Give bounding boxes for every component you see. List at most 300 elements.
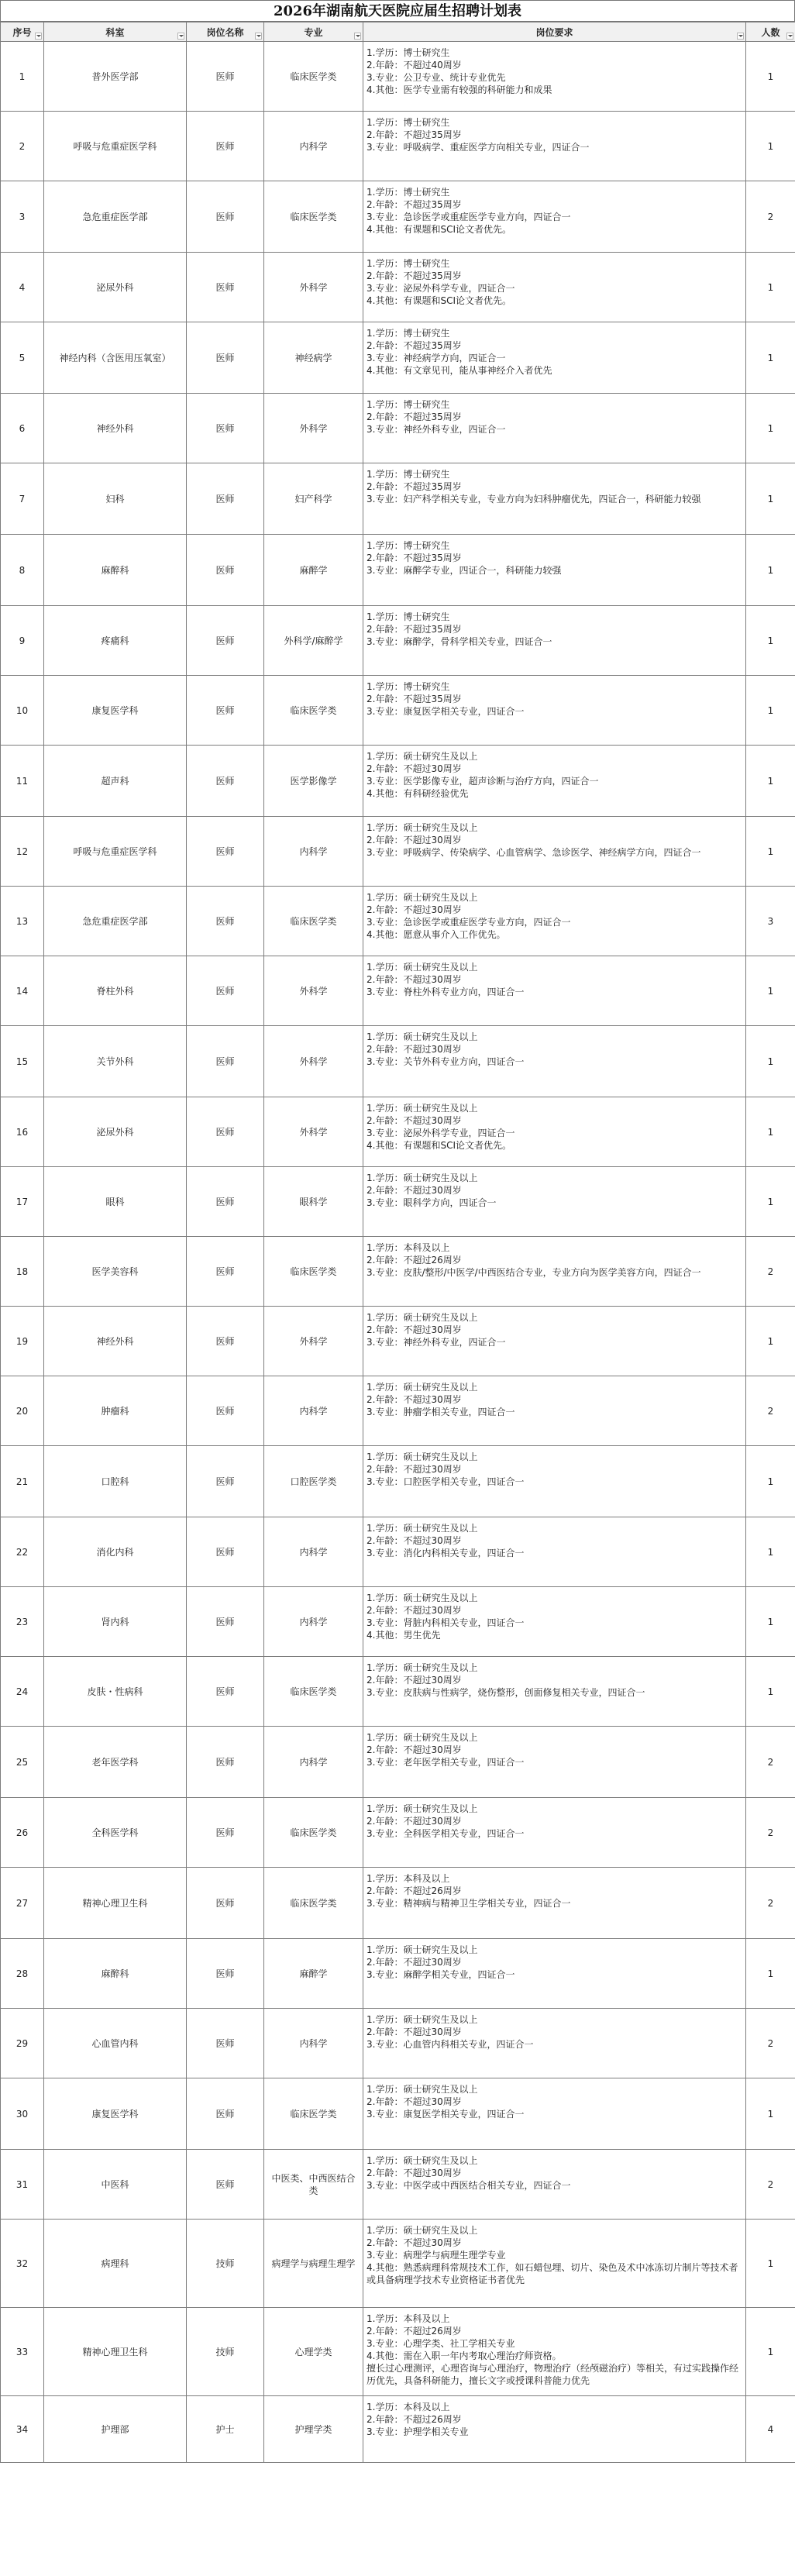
cell-count[interactable]: 2 <box>746 2150 795 2220</box>
requirement-line: 1.学历：硕士研究生及以上 <box>367 892 478 903</box>
cell-dept[interactable]: 康复医学科 <box>44 2078 187 2150</box>
requirement-line: 2.年龄：不超过30周岁 <box>367 2096 462 2107</box>
table-row <box>1 1657 795 1727</box>
header-label: 序号 <box>12 26 32 38</box>
cell-major[interactable]: 临床医学类 <box>264 676 363 746</box>
requirement-line: 2.年龄：不超过30周岁 <box>367 763 462 774</box>
cell-requirements[interactable] <box>363 1657 746 1727</box>
requirement-line: 3.专业：妇产科学相关专业，专业方向为妇科肿瘤优先，四证合一，科研能力较强 <box>367 494 701 505</box>
requirement-line: 3.专业：口腔医学相关专业，四证合一 <box>367 1476 525 1487</box>
cell-position[interactable]: 医师 <box>187 2150 264 2220</box>
cell-dept[interactable]: 急危重症医学部 <box>44 887 187 956</box>
cell-requirements[interactable] <box>363 746 746 817</box>
cell-dept[interactable]: 精神心理卫生科 <box>44 2308 187 2396</box>
requirement-line: 2.年龄：不超过35周岁 <box>367 412 462 422</box>
table-row <box>1 956 795 1026</box>
cell-position[interactable]: 医师 <box>187 1587 264 1657</box>
table-row <box>1 817 795 887</box>
header-position[interactable] <box>187 22 264 42</box>
cell-no[interactable]: 23 <box>1 1587 44 1657</box>
requirement-line: 1.学历：硕士研究生及以上 <box>367 2225 478 2236</box>
cell-requirements[interactable] <box>363 1026 746 1097</box>
cell-major[interactable]: 内科学 <box>264 1517 363 1587</box>
cell-dept[interactable]: 麻醉科 <box>44 535 187 606</box>
requirement-line: 2.年龄：不超过30周岁 <box>367 2237 462 2248</box>
requirement-line: 1.学历：本科及以上 <box>367 1873 450 1884</box>
table-row <box>1 1798 795 1868</box>
cell-no[interactable]: 15 <box>1 1026 44 1097</box>
requirement-line: 3.专业：急诊医学或重症医学专业方向，四证合一 <box>367 212 571 222</box>
cell-no[interactable]: 11 <box>1 746 44 817</box>
header-major[interactable] <box>264 22 363 42</box>
table-row <box>1 42 795 112</box>
cell-major[interactable]: 内科学 <box>264 1727 363 1798</box>
cell-no[interactable]: 8 <box>1 535 44 606</box>
cell-requirements[interactable] <box>363 817 746 887</box>
cell-count[interactable]: 3 <box>746 887 795 956</box>
cell-requirements[interactable] <box>363 112 746 181</box>
cell-major[interactable]: 临床医学类 <box>264 887 363 956</box>
cell-no[interactable]: 1 <box>1 42 44 112</box>
cell-no[interactable]: 18 <box>1 1237 44 1307</box>
header-dept[interactable] <box>44 22 187 42</box>
requirement-line: 2.年龄：不超过26周岁 <box>367 2326 462 2337</box>
requirement-line: 1.学历：博士研究生 <box>367 117 450 128</box>
cell-no[interactable]: 5 <box>1 322 44 394</box>
requirement-line: 1.学历：硕士研究生及以上 <box>367 1732 478 1743</box>
cell-position[interactable]: 医师 <box>187 463 264 535</box>
requirement-line: 1.学历：硕士研究生及以上 <box>367 822 478 833</box>
requirement-line: 3.专业：泌尿外科学专业，四证合一 <box>367 283 515 294</box>
cell-no[interactable]: 7 <box>1 463 44 535</box>
cell-dept[interactable]: 急危重症医学部 <box>44 181 187 253</box>
cell-position[interactable]: 医师 <box>187 2078 264 2150</box>
cell-requirements[interactable] <box>363 2308 746 2396</box>
cell-requirements[interactable] <box>363 1446 746 1517</box>
cell-count[interactable]: 1 <box>746 1026 795 1097</box>
cell-major[interactable]: 临床医学类 <box>264 1237 363 1307</box>
cell-major[interactable]: 外科学 <box>264 1307 363 1376</box>
cell-major[interactable]: 外科学 <box>264 253 363 322</box>
cell-count[interactable]: 2 <box>746 181 795 253</box>
table-row <box>1 1376 795 1446</box>
cell-no[interactable]: 27 <box>1 1868 44 1939</box>
cell-no[interactable]: 32 <box>1 2220 44 2308</box>
filter-dropdown-icon[interactable] <box>737 33 744 40</box>
cell-major[interactable]: 外科学 <box>264 394 363 463</box>
cell-count[interactable]: 1 <box>746 1517 795 1587</box>
cell-no[interactable]: 2 <box>1 112 44 181</box>
cell-count[interactable]: 1 <box>746 394 795 463</box>
table-row <box>1 1097 795 1167</box>
requirement-line: 1.学历：本科及以上 <box>367 2402 450 2412</box>
cell-count[interactable]: 1 <box>746 1657 795 1727</box>
cell-dept[interactable]: 疼痛科 <box>44 606 187 676</box>
requirement-line: 3.专业：呼吸病学、传染病学、心血管病学、急诊医学、神经病学方向，四证合一 <box>367 847 701 858</box>
cell-count[interactable]: 1 <box>746 1307 795 1376</box>
cell-dept[interactable]: 关节外科 <box>44 1026 187 1097</box>
cell-count[interactable]: 1 <box>746 42 795 112</box>
cell-no[interactable]: 19 <box>1 1307 44 1376</box>
requirement-line: 1.学历：硕士研究生及以上 <box>367 1662 478 1673</box>
cell-major[interactable]: 内科学 <box>264 112 363 181</box>
requirement-line: 1.学历：硕士研究生及以上 <box>367 1173 478 1183</box>
cell-dept[interactable]: 医学美容科 <box>44 1237 187 1307</box>
cell-position[interactable]: 医师 <box>187 1517 264 1587</box>
cell-no[interactable]: 9 <box>1 606 44 676</box>
cell-count[interactable]: 1 <box>746 535 795 606</box>
cell-requirements[interactable] <box>363 676 746 746</box>
requirement-line: 2.年龄：不超过26周岁 <box>367 1886 462 1896</box>
cell-major[interactable]: 内科学 <box>264 1376 363 1446</box>
requirement-line: 2.年龄：不超过35周岁 <box>367 553 462 563</box>
cell-major[interactable]: 护理学类 <box>264 2396 363 2463</box>
cell-position[interactable]: 医师 <box>187 1727 264 1798</box>
cell-no[interactable]: 34 <box>1 2396 44 2463</box>
cell-requirements[interactable] <box>363 2009 746 2078</box>
cell-dept[interactable]: 神经外科 <box>44 394 187 463</box>
cell-count[interactable]: 1 <box>746 606 795 676</box>
cell-position[interactable]: 医师 <box>187 394 264 463</box>
cell-count[interactable]: 1 <box>746 1446 795 1517</box>
requirement-line: 3.专业：康复医学相关专业，四证合一 <box>367 706 525 717</box>
requirement-line: 3.专业：康复医学相关专业，四证合一 <box>367 2109 525 2120</box>
cell-no[interactable]: 21 <box>1 1446 44 1517</box>
cell-requirements[interactable] <box>363 1587 746 1657</box>
table-body <box>1 42 795 2463</box>
requirement-line: 1.学历：硕士研究生及以上 <box>367 1523 478 1534</box>
cell-no[interactable]: 29 <box>1 2009 44 2078</box>
requirement-line: 3.专业：消化内科相关专业，四证合一 <box>367 1548 525 1558</box>
cell-requirements[interactable] <box>363 956 746 1026</box>
cell-position[interactable]: 医师 <box>187 535 264 606</box>
requirement-line: 1.学历：本科及以上 <box>367 2313 450 2324</box>
filter-dropdown-icon[interactable] <box>786 33 793 40</box>
cell-major[interactable]: 妇产科学 <box>264 463 363 535</box>
cell-count[interactable]: 1 <box>746 746 795 817</box>
cell-dept[interactable]: 神经外科 <box>44 1307 187 1376</box>
requirement-line: 3.专业：急诊医学或重症医学专业方向，四证合一 <box>367 917 571 928</box>
cell-position[interactable]: 医师 <box>187 1657 264 1727</box>
cell-requirements[interactable] <box>363 535 746 606</box>
cell-count[interactable]: 2 <box>746 1798 795 1868</box>
cell-count[interactable]: 1 <box>746 1167 795 1237</box>
requirement-line: 2.年龄：不超过30周岁 <box>367 1044 462 1055</box>
cell-dept[interactable]: 泌尿外科 <box>44 253 187 322</box>
cell-position[interactable]: 医师 <box>187 1446 264 1517</box>
table-row <box>1 112 795 181</box>
requirement-line: 3.专业：老年医学相关专业，四证合一 <box>367 1757 525 1768</box>
cell-requirements[interactable] <box>363 1237 746 1307</box>
cell-dept[interactable]: 肿瘤科 <box>44 1376 187 1446</box>
header-count[interactable] <box>746 22 795 42</box>
cell-count[interactable]: 4 <box>746 2396 795 2463</box>
cell-count[interactable]: 1 <box>746 463 795 535</box>
cell-requirements[interactable] <box>363 2078 746 2150</box>
cell-requirements[interactable] <box>363 1727 746 1798</box>
requirement-line: 2.年龄：不超过30周岁 <box>367 2168 462 2178</box>
cell-no[interactable]: 10 <box>1 676 44 746</box>
cell-major[interactable]: 临床医学类 <box>264 1657 363 1727</box>
cell-major[interactable]: 内科学 <box>264 1587 363 1657</box>
cell-position[interactable]: 医师 <box>187 746 264 817</box>
cell-no[interactable]: 12 <box>1 817 44 887</box>
cell-dept[interactable]: 口腔科 <box>44 1446 187 1517</box>
cell-position[interactable]: 医师 <box>187 817 264 887</box>
cell-no[interactable]: 24 <box>1 1657 44 1727</box>
cell-count[interactable]: 1 <box>746 1939 795 2009</box>
filter-dropdown-icon[interactable] <box>35 33 42 40</box>
requirement-line: 3.专业：神经病学方向，四证合一 <box>367 353 506 363</box>
cell-position[interactable]: 医师 <box>187 253 264 322</box>
cell-dept[interactable]: 泌尿外科 <box>44 1097 187 1167</box>
cell-position[interactable]: 技师 <box>187 2220 264 2308</box>
cell-dept[interactable]: 眼科 <box>44 1167 187 1237</box>
table-row <box>1 2220 795 2308</box>
requirement-line: 1.学历：硕士研究生及以上 <box>367 751 478 762</box>
requirement-line: 3.专业：呼吸病学、重症医学方向相关专业，四证合一 <box>367 142 590 153</box>
cell-dept[interactable]: 护理部 <box>44 2396 187 2463</box>
requirement-line: 1.学历：本科及以上 <box>367 1242 450 1253</box>
requirement-line: 3.专业：麻醉学专业，四证合一，科研能力较强 <box>367 565 562 576</box>
cell-major[interactable]: 临床医学类 <box>264 2078 363 2150</box>
cell-position[interactable]: 医师 <box>187 956 264 1026</box>
table-row <box>1 1939 795 2009</box>
cell-major[interactable]: 内科学 <box>264 2009 363 2078</box>
cell-no[interactable]: 17 <box>1 1167 44 1237</box>
cell-count[interactable]: 1 <box>746 956 795 1026</box>
cell-position[interactable]: 医师 <box>187 1307 264 1376</box>
cell-no[interactable]: 3 <box>1 181 44 253</box>
table-row <box>1 2396 795 2463</box>
cell-requirements[interactable] <box>363 1307 746 1376</box>
cell-no[interactable]: 13 <box>1 887 44 956</box>
requirement-line: 2.年龄：不超过26周岁 <box>367 2414 462 2425</box>
cell-position[interactable]: 医师 <box>187 322 264 394</box>
cell-major[interactable]: 医学影像学 <box>264 746 363 817</box>
requirement-line: 3.专业：医学影像专业，超声诊断与治疗方向，四证合一 <box>367 776 599 787</box>
cell-count[interactable]: 2 <box>746 1868 795 1939</box>
cell-requirements[interactable] <box>363 181 746 253</box>
cell-count[interactable]: 1 <box>746 817 795 887</box>
cell-major[interactable]: 麻醉学 <box>264 1939 363 2009</box>
cell-major[interactable]: 外科学 <box>264 1026 363 1097</box>
cell-major[interactable]: 眼科学 <box>264 1167 363 1237</box>
cell-count[interactable]: 1 <box>746 2308 795 2396</box>
table-row <box>1 1026 795 1097</box>
cell-major[interactable]: 神经病学 <box>264 322 363 394</box>
cell-dept[interactable]: 神经内科（含医用压氧室） <box>44 322 187 394</box>
cell-no[interactable]: 33 <box>1 2308 44 2396</box>
cell-major[interactable]: 外科学 <box>264 1097 363 1167</box>
cell-requirements[interactable] <box>363 1517 746 1587</box>
requirement-line: 2.年龄：不超过26周岁 <box>367 1255 462 1266</box>
table-row <box>1 746 795 817</box>
table-row <box>1 181 795 253</box>
table-row <box>1 1237 795 1307</box>
cell-count[interactable]: 1 <box>746 2078 795 2150</box>
cell-count[interactable]: 2 <box>746 1376 795 1446</box>
cell-position[interactable]: 医师 <box>187 1798 264 1868</box>
cell-count[interactable]: 1 <box>746 676 795 746</box>
cell-requirements[interactable] <box>363 394 746 463</box>
cell-position[interactable]: 医师 <box>187 1026 264 1097</box>
cell-major[interactable]: 临床医学类 <box>264 1868 363 1939</box>
requirement-line: 2.年龄：不超过40周岁 <box>367 60 462 71</box>
requirement-line: 4.其他：有课题和SCI论文者优先。 <box>367 1140 511 1151</box>
requirement-line: 1.学历：博士研究生 <box>367 469 450 480</box>
cell-requirements[interactable] <box>363 2220 746 2308</box>
cell-count[interactable]: 2 <box>746 1237 795 1307</box>
requirement-line: 4.其他：有课题和SCI论文者优先。 <box>367 295 511 306</box>
cell-position[interactable]: 医师 <box>187 676 264 746</box>
cell-major[interactable]: 临床医学类 <box>264 181 363 253</box>
cell-count[interactable]: 1 <box>746 1097 795 1167</box>
header-no[interactable] <box>1 22 44 42</box>
cell-no[interactable]: 14 <box>1 956 44 1026</box>
cell-requirements[interactable] <box>363 606 746 676</box>
cell-dept[interactable]: 精神心理卫生科 <box>44 1868 187 1939</box>
cell-major[interactable]: 中医类、中西医结合类 <box>264 2150 363 2220</box>
requirement-line: 2.年龄：不超过30周岁 <box>367 1957 462 1968</box>
cell-position[interactable]: 医师 <box>187 112 264 181</box>
cell-requirements[interactable] <box>363 1798 746 1868</box>
requirement-line: 2.年龄：不超过30周岁 <box>367 1185 462 1196</box>
cell-requirements[interactable] <box>363 2150 746 2220</box>
requirement-line: 3.专业：泌尿外科学专业，四证合一 <box>367 1128 515 1138</box>
cell-requirements[interactable] <box>363 1939 746 2009</box>
cell-position[interactable]: 技师 <box>187 2308 264 2396</box>
requirement-line: 3.专业：中医学或中西医结合相关专业，四证合一 <box>367 2180 571 2191</box>
cell-major[interactable]: 口腔医学类 <box>264 1446 363 1517</box>
cell-major[interactable]: 病理学与病理生理学 <box>264 2220 363 2308</box>
cell-count[interactable]: 1 <box>746 253 795 322</box>
cell-major[interactable]: 内科学 <box>264 817 363 887</box>
cell-position[interactable]: 医师 <box>187 606 264 676</box>
cell-requirements[interactable] <box>363 2396 746 2463</box>
cell-count[interactable]: 1 <box>746 112 795 181</box>
cell-no[interactable]: 26 <box>1 1798 44 1868</box>
cell-count[interactable]: 2 <box>746 2009 795 2078</box>
cell-dept[interactable]: 超声科 <box>44 746 187 817</box>
cell-count[interactable]: 1 <box>746 2220 795 2308</box>
cell-dept[interactable]: 脊柱外科 <box>44 956 187 1026</box>
cell-dept[interactable]: 麻醉科 <box>44 1939 187 2009</box>
filter-dropdown-icon[interactable] <box>177 33 184 40</box>
cell-position[interactable]: 医师 <box>187 2009 264 2078</box>
cell-position[interactable]: 医师 <box>187 1376 264 1446</box>
requirement-line: 2.年龄：不超过35周岁 <box>367 340 462 351</box>
cell-dept[interactable]: 肾内科 <box>44 1587 187 1657</box>
requirement-line: 3.专业：心理学类、社工学相关专业 <box>367 2338 515 2349</box>
cell-count[interactable]: 2 <box>746 1727 795 1798</box>
cell-no[interactable]: 16 <box>1 1097 44 1167</box>
table-row <box>1 463 795 535</box>
requirement-line: 1.学历：博士研究生 <box>367 47 450 58</box>
table-row <box>1 1446 795 1517</box>
requirement-line: 3.专业：全科医学相关专业，四证合一 <box>367 1828 525 1839</box>
header-requirements[interactable] <box>363 22 746 42</box>
cell-dept[interactable]: 康复医学科 <box>44 676 187 746</box>
cell-major[interactable]: 临床医学类 <box>264 42 363 112</box>
requirement-line: 1.学历：硕士研究生及以上 <box>367 2084 478 2095</box>
cell-requirements[interactable] <box>363 322 746 394</box>
cell-dept[interactable]: 皮肤・性病科 <box>44 1657 187 1727</box>
cell-position[interactable]: 医师 <box>187 1939 264 2009</box>
cell-dept[interactable]: 妇科 <box>44 463 187 535</box>
cell-no[interactable]: 28 <box>1 1939 44 2009</box>
cell-no[interactable]: 31 <box>1 2150 44 2220</box>
cell-dept[interactable]: 普外医学部 <box>44 42 187 112</box>
cell-dept[interactable]: 全科医学科 <box>44 1798 187 1868</box>
requirement-line: 1.学历：博士研究生 <box>367 258 450 269</box>
cell-position[interactable]: 医师 <box>187 1237 264 1307</box>
cell-requirements[interactable] <box>363 887 746 956</box>
cell-dept[interactable]: 病理科 <box>44 2220 187 2308</box>
cell-position[interactable]: 医师 <box>187 1097 264 1167</box>
cell-no[interactable]: 25 <box>1 1727 44 1798</box>
table-row <box>1 1307 795 1376</box>
cell-position[interactable]: 医师 <box>187 181 264 253</box>
requirement-line: 2.年龄：不超过35周岁 <box>367 129 462 140</box>
cell-count[interactable]: 1 <box>746 1587 795 1657</box>
cell-position[interactable]: 护士 <box>187 2396 264 2463</box>
requirement-line: 3.专业：病理学与病理生理学专业 <box>367 2250 506 2261</box>
requirement-line: 2.年龄：不超过30周岁 <box>367 1605 462 1616</box>
cell-requirements[interactable] <box>363 42 746 112</box>
filter-dropdown-icon[interactable] <box>354 33 361 40</box>
cell-dept[interactable]: 心血管内科 <box>44 2009 187 2078</box>
cell-position[interactable]: 医师 <box>187 1868 264 1939</box>
requirement-line: 1.学历：博士研究生 <box>367 328 450 339</box>
cell-requirements[interactable] <box>363 1376 746 1446</box>
cell-major[interactable]: 外科学 <box>264 956 363 1026</box>
requirement-line: 3.专业：肾脏内科相关专业，四证合一 <box>367 1617 525 1628</box>
cell-requirements[interactable] <box>363 253 746 322</box>
requirement-line: 1.学历：硕士研究生及以上 <box>367 1031 478 1042</box>
page-title: 2026年湖南航天医院应届生招聘计划表 <box>0 0 795 22</box>
cell-requirements[interactable] <box>363 1097 746 1167</box>
cell-requirements[interactable] <box>363 1167 746 1237</box>
cell-major[interactable]: 临床医学类 <box>264 1798 363 1868</box>
cell-dept[interactable]: 呼吸与危重症医学科 <box>44 817 187 887</box>
cell-dept[interactable]: 中医科 <box>44 2150 187 2220</box>
cell-major[interactable]: 麻醉学 <box>264 535 363 606</box>
cell-position[interactable]: 医师 <box>187 42 264 112</box>
cell-no[interactable]: 22 <box>1 1517 44 1587</box>
cell-dept[interactable]: 呼吸与危重症医学科 <box>44 112 187 181</box>
requirement-line: 2.年龄：不超过30周岁 <box>367 1744 462 1755</box>
cell-count[interactable]: 1 <box>746 322 795 394</box>
cell-major[interactable]: 外科学/麻醉学 <box>264 606 363 676</box>
cell-major[interactable]: 心理学类 <box>264 2308 363 2396</box>
cell-requirements[interactable] <box>363 1868 746 1939</box>
filter-dropdown-icon[interactable] <box>255 33 262 40</box>
cell-dept[interactable]: 消化内科 <box>44 1517 187 1587</box>
requirement-line: 2.年龄：不超过35周岁 <box>367 270 462 281</box>
cell-dept[interactable]: 老年医学科 <box>44 1727 187 1798</box>
cell-requirements[interactable] <box>363 463 746 535</box>
requirement-line: 3.专业：皮肤/整形/中医学/中西医结合专业，专业方向为医学美容方向，四证合一 <box>367 1267 701 1278</box>
cell-no[interactable]: 6 <box>1 394 44 463</box>
cell-position[interactable]: 医师 <box>187 887 264 956</box>
cell-position[interactable]: 医师 <box>187 1167 264 1237</box>
table-row <box>1 322 795 394</box>
cell-no[interactable]: 20 <box>1 1376 44 1446</box>
cell-no[interactable]: 30 <box>1 2078 44 2150</box>
cell-no[interactable]: 4 <box>1 253 44 322</box>
requirement-line: 4.其他：愿意从事介入工作优先。 <box>367 929 506 940</box>
